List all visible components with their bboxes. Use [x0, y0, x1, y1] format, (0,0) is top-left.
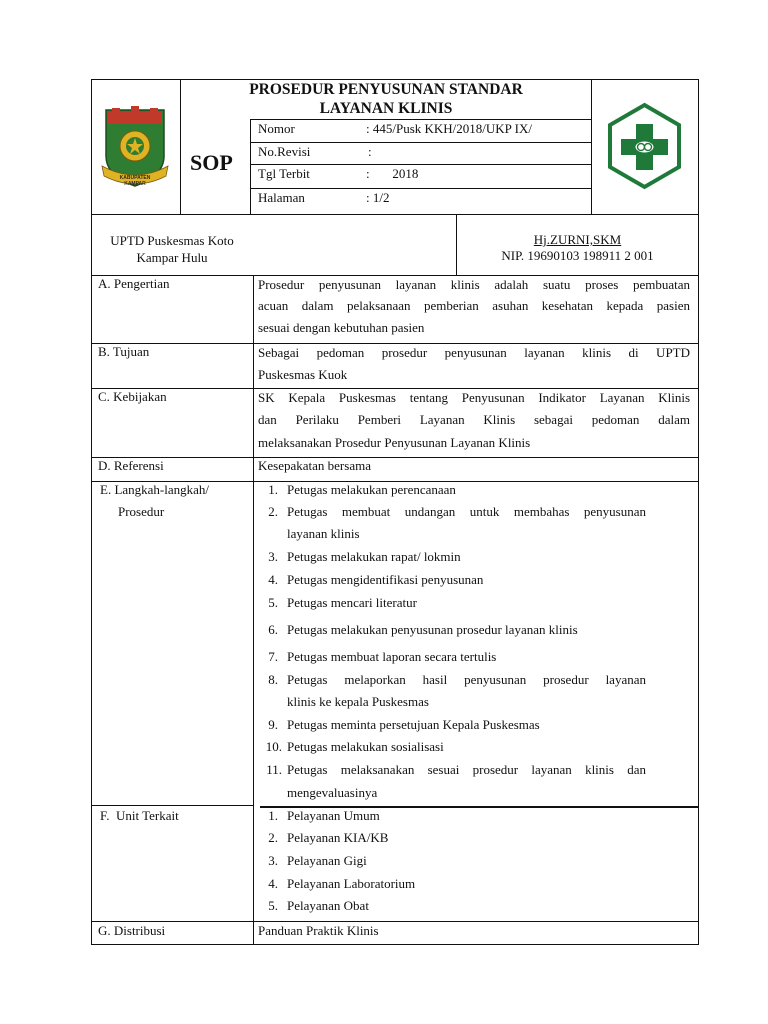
step-number: 11.	[266, 762, 282, 777]
unit-item: Pelayanan Obat	[287, 898, 369, 913]
section-label-langkah-2: Prosedur	[118, 504, 165, 519]
unit-number: 5.	[268, 898, 278, 913]
meta-revisi-value: :	[368, 144, 372, 159]
step-text: klinis ke kepala Puskesmas	[287, 694, 429, 709]
unit-number: 3.	[268, 853, 278, 868]
step-number: 9.	[268, 717, 278, 732]
kebijakan-line: dan Perilaku Pemberi Layanan Klinis sebagai pedoman dalam	[258, 412, 690, 427]
puskesmas-logo	[606, 102, 683, 190]
step-number: 10.	[265, 739, 282, 754]
step-number: 4.	[268, 572, 278, 587]
tujuan-line: Sebagai pedoman prosedur penyusunan layanan klinis di UPTD	[258, 345, 690, 360]
step-number: 7.	[268, 649, 278, 664]
step-number: 8.	[268, 672, 278, 687]
section-label-referensi: D. Referensi	[98, 458, 164, 473]
meta-halaman-label: Halaman	[258, 190, 305, 205]
meta-revisi-label: No.Revisi	[258, 144, 311, 159]
kampar-regency-logo	[100, 104, 170, 190]
section-label-distribusi: G. Distribusi	[98, 923, 166, 938]
step-text: Petugas meminta persetujuan Kepala Puskesmas	[287, 717, 540, 732]
section-label-tujuan: B. Tujuan	[98, 344, 150, 359]
tujuan-line: Puskesmas Kuok	[258, 367, 348, 382]
meta-tgl-value: : 2018	[366, 166, 419, 181]
org-name-line2: Kampar Hulu	[136, 250, 208, 265]
step-text: Petugas melakukan sosialisasi	[287, 739, 444, 754]
section-label-unit: F. Unit Terkait	[100, 808, 179, 823]
doc-title-line2: LAYANAN KLINIS	[319, 100, 453, 117]
unit-number: 2.	[268, 830, 278, 845]
step-text: Petugas melakukan rapat/ lokmin	[287, 549, 461, 564]
section-label-pengertian: A. Pengertian	[98, 276, 170, 291]
section-label-kebijakan: C. Kebijakan	[98, 389, 167, 404]
step-text: Petugas membuat laporan secara tertulis	[287, 649, 497, 664]
kampar-logo-text: KABUPATEN KAMPAR	[119, 175, 151, 187]
meta-halaman-value: : 1/2	[366, 190, 390, 205]
unit-item: Pelayanan KIA/KB	[287, 830, 389, 845]
step-text: Petugas melakukan perencanaan	[287, 482, 456, 497]
step-text: Petugas melakukan penyusunan prosedur layanan klinis	[287, 622, 578, 637]
unit-number: 1.	[268, 808, 278, 823]
step-text: Petugas mengidentifikasi penyusunan	[287, 572, 484, 587]
section-label-langkah: E. Langkah-langkah/	[100, 482, 210, 497]
step-text: layanan klinis	[287, 526, 360, 541]
step-text: Petugas melaksanakan sesuai prosedur layanan klinis dan	[287, 762, 646, 777]
step-text: Petugas membuat undangan untuk membahas penyusunan	[287, 504, 646, 519]
unit-item: Pelayanan Gigi	[287, 853, 367, 868]
unit-item: Pelayanan Laboratorium	[287, 876, 416, 891]
kebijakan-line: SK Kepala Puskesmas tentang Penyusunan Indikator Layanan Klinis	[258, 390, 690, 405]
pengertian-line: acuan dalam pelaksanaan pemberian asuhan kesehatan kepada pasien	[258, 298, 690, 313]
signatory-name: Hj.ZURNI,SKM	[533, 232, 622, 247]
distribusi-text: Panduan Praktik Klinis	[258, 923, 379, 938]
meta-nomor-label: Nomor	[258, 121, 295, 136]
step-number: 6.	[268, 622, 278, 637]
kebijakan-line: melaksanakan Prosedur Penyusunan Layanan Klinis	[258, 435, 531, 450]
step-number: 1.	[268, 482, 278, 497]
step-text: Petugas melaporkan hasil penyusunan prosedur layanan	[287, 672, 646, 687]
meta-nomor-value: : 445/Pusk KKH/2018/UKP IX/	[366, 121, 533, 136]
pengertian-line: Prosedur penyusunan layanan klinis adalah suatu proses pembuatan	[258, 277, 690, 292]
doc-title-line1: PROSEDUR PENYUSUNAN STANDAR	[249, 81, 523, 98]
referensi-text: Kesepakatan bersama	[258, 458, 371, 473]
unit-number: 4.	[268, 876, 278, 891]
signatory-nip: NIP. 19690103 198911 2 001	[501, 248, 654, 263]
step-text: Petugas mencari literatur	[287, 595, 417, 610]
meta-tgl-label: Tgl Terbit	[258, 166, 310, 181]
step-number: 3.	[268, 549, 278, 564]
unit-item: Pelayanan Umum	[287, 808, 380, 823]
step-text: mengevaluasinya	[287, 785, 378, 800]
step-number: 2.	[268, 504, 278, 519]
sop-label: SOP	[190, 150, 233, 175]
org-name-line1: UPTD Puskesmas Koto	[110, 233, 234, 248]
step-number: 5.	[268, 595, 278, 610]
pengertian-line: sesuai dengan kebutuhan pasien	[258, 320, 425, 335]
